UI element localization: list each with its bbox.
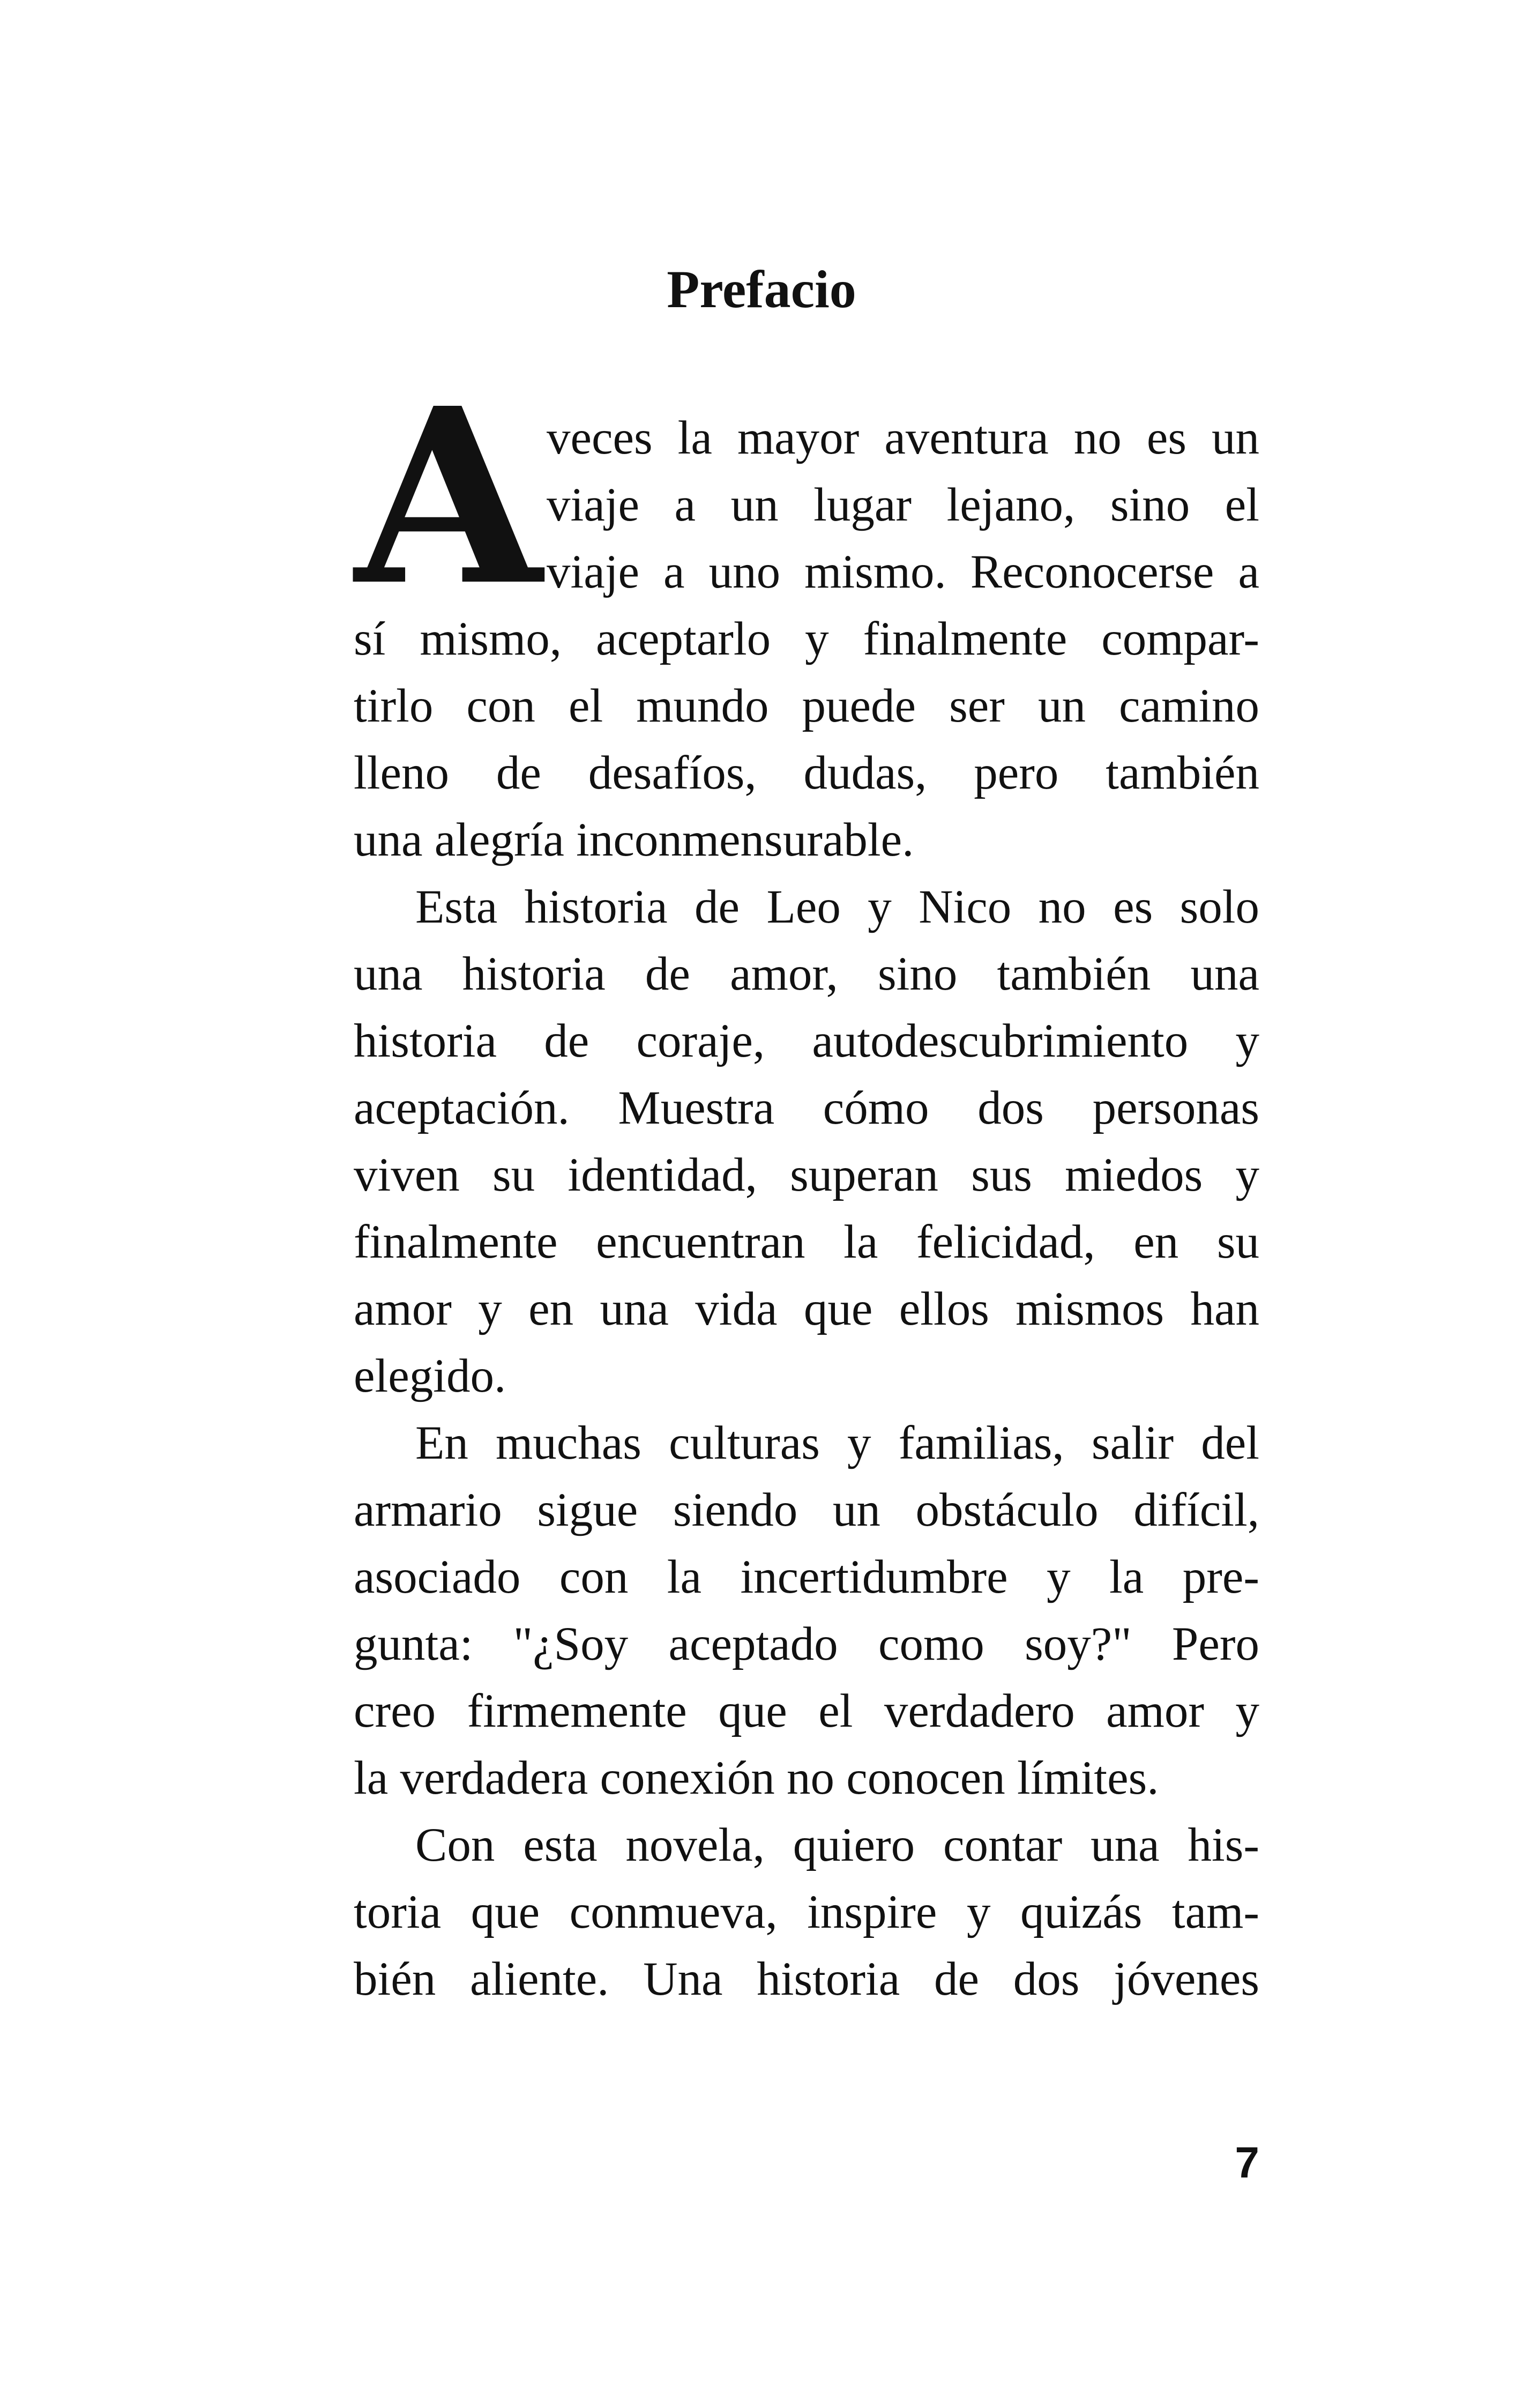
text-line: viven su identidad, superan sus miedos y: [354, 1149, 1259, 1201]
text-line: veces la mayor aventura no es un: [547, 412, 1259, 464]
text-line: gunta: "¿Soy aceptado como soy?" Pero: [354, 1618, 1259, 1670]
text-line: tirlo con el mundo puede ser un camino: [354, 680, 1259, 732]
text-line: bién aliente. Una historia de dos jóvenes: [354, 1953, 1259, 2005]
chapter-title: Prefacio: [667, 259, 856, 319]
text-line: elegido.: [354, 1350, 506, 1402]
text-line: Esta historia de Leo y Nico no es solo: [415, 881, 1259, 933]
drop-cap-letter: A: [355, 355, 542, 639]
page-number: 7: [1235, 2138, 1259, 2187]
text-line: asociado con la incertidumbre y la pre-: [354, 1551, 1259, 1603]
text-line: sí mismo, aceptarlo y finalmente compar-: [354, 613, 1259, 665]
body-text: [354, 405, 1259, 2013]
text-line: En muchas culturas y familias, salir del: [415, 1417, 1259, 1469]
text-line: viaje a un lugar lejano, sino el: [547, 479, 1259, 531]
text-line: la verdadera conexión no conocen límites.: [354, 1752, 1159, 1804]
text-line: historia de coraje, autodescubrimiento y: [354, 1015, 1259, 1067]
text-line: finalmente encuentran la felicidad, en su: [354, 1216, 1259, 1268]
text-line: creo firmemente que el verdadero amor y: [354, 1685, 1259, 1737]
text-line: una alegría inconmensurable.: [354, 814, 914, 866]
text-line: armario sigue siendo un obstáculo difícil,: [354, 1484, 1259, 1536]
text-line: viaje a uno mismo. Reconocerse a: [547, 546, 1259, 598]
text-line: aceptación. Muestra cómo dos personas: [354, 1082, 1259, 1134]
text-line: amor y en una vida que ellos mismos han: [354, 1283, 1259, 1335]
text-line: lleno de desafíos, dudas, pero también: [354, 747, 1259, 799]
text-line: una historia de amor, sino también una: [354, 948, 1259, 1000]
text-line: Con esta novela, quiero contar una his-: [415, 1819, 1259, 1871]
text-line: toria que conmueva, inspire y quizás tam-: [354, 1886, 1259, 1938]
